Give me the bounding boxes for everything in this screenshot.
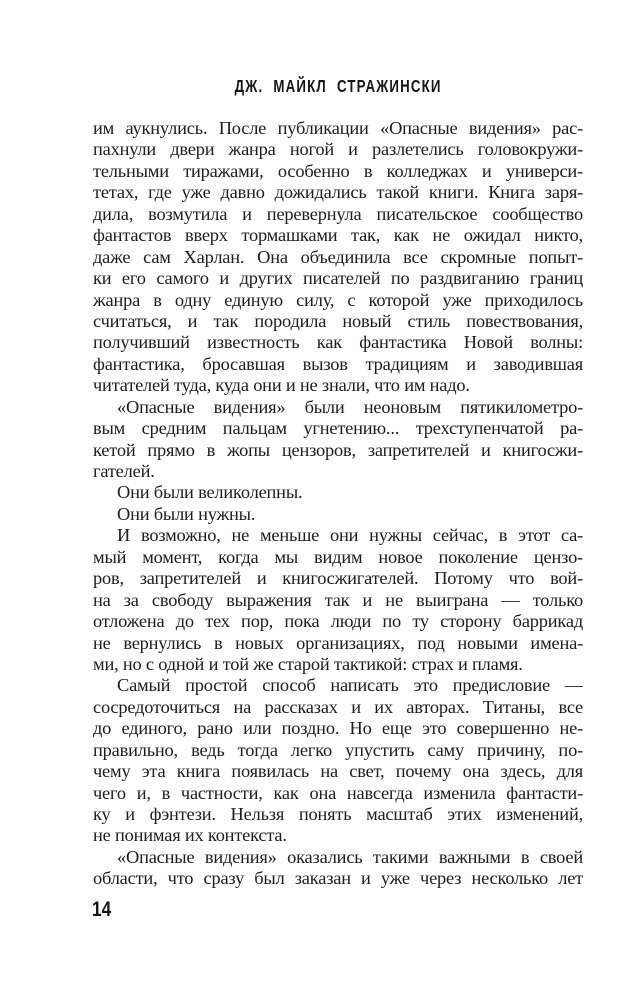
text-line: Самый простой способ написать это предисловие —	[117, 675, 583, 696]
text-line: дила, возмутила и перевернула писательское сообщество	[93, 203, 583, 224]
running-head	[93, 76, 583, 97]
text-line: не вернулись в новых организациях, под новыми имена-	[93, 632, 583, 653]
text-line: читателей туда, куда они и не знали, что им надо.	[93, 375, 470, 396]
text-line: жанра в одну единую силу, с которой уже приходилось	[93, 289, 583, 310]
text-line: тельными тиражами, особенно в колледжах и универси-	[93, 160, 583, 181]
text-line: даже сам Харлан. Она объединила все скромные попыт-	[93, 246, 583, 267]
text-line: И возможно, не меньше они нужны сейчас, в этот са-	[117, 525, 583, 546]
text-line: не понимая их контекста.	[93, 825, 287, 846]
text-line: Они были великолепны.	[117, 482, 303, 503]
text-line: ров, запретителей и книгосжигателей. Потому что вой-	[93, 568, 583, 589]
text-line: им аукнулись. После публикации «Опасные видения» рас-	[93, 118, 583, 138]
text-line: до единого, рано или поздно. Но еще это совершенно не-	[93, 718, 583, 739]
text-line: на за свободу выражения так и не выиграна — только	[93, 589, 583, 610]
text-line: Они были нужны.	[117, 503, 256, 524]
text-line: вым средним пальцам угнетению... трехступенчатой ра-	[93, 418, 583, 439]
text-line: ми, но с одной и той же старой тактикой: страх и пламя.	[93, 653, 523, 674]
text-line: фантастов вверх тормашками так, как не ожидал никто,	[93, 225, 583, 246]
text-line: тетах, где уже давно дожидались такой книги. Книга заря-	[93, 182, 583, 203]
text-line: считаться, и так породила новый стиль повествования,	[93, 310, 583, 331]
text-line: пахнули двери жанра ногой и разлетелись головокружи-	[93, 139, 583, 160]
text-line: фантастика, бросавшая вызов традициям и заводившая	[93, 353, 583, 374]
text-line: кетой прямо в жопы цензоров, запретителей и книгосжи-	[93, 439, 583, 460]
text-line: чему эта книга появилась на свет, почему она здесь, для	[93, 761, 583, 782]
page-number	[92, 898, 115, 922]
text-line: мый момент, когда мы видим новое поколение цензо-	[93, 546, 583, 567]
text-line: получивший известность как фантастика Новой волны:	[93, 332, 583, 353]
text-line: ку и фэнтези. Нельзя понять масштаб этих изменений,	[93, 804, 583, 824]
text-line: «Опасные видения» оказались такими важными в своей	[117, 846, 583, 867]
text-line: отложена до тех пор, пока люди по ту сторону баррикад	[93, 611, 583, 632]
text-line: области, что сразу был заказан и уже через несколько лет	[93, 868, 583, 889]
text-line: гателей.	[93, 461, 155, 481]
text-line: ки его самого и других писателей по раздвиганию границ	[93, 268, 583, 289]
author-name: ДЖ. МАЙКЛ СТРАЖИНСКИ	[234, 76, 442, 96]
text-line: чего и, в частности, как она навсегда изменила фантасти-	[93, 782, 583, 803]
text-line: правильно, ведь тогда легко упустить саму причину, по-	[93, 739, 583, 760]
text-line: «Опасные видения» были неоновым пятикилометро-	[117, 396, 583, 417]
body-text	[93, 118, 583, 890]
page-number-value: 14	[92, 898, 112, 921]
text-line: сосредоточиться на рассказах и их авторах. Титаны, все	[93, 696, 583, 717]
